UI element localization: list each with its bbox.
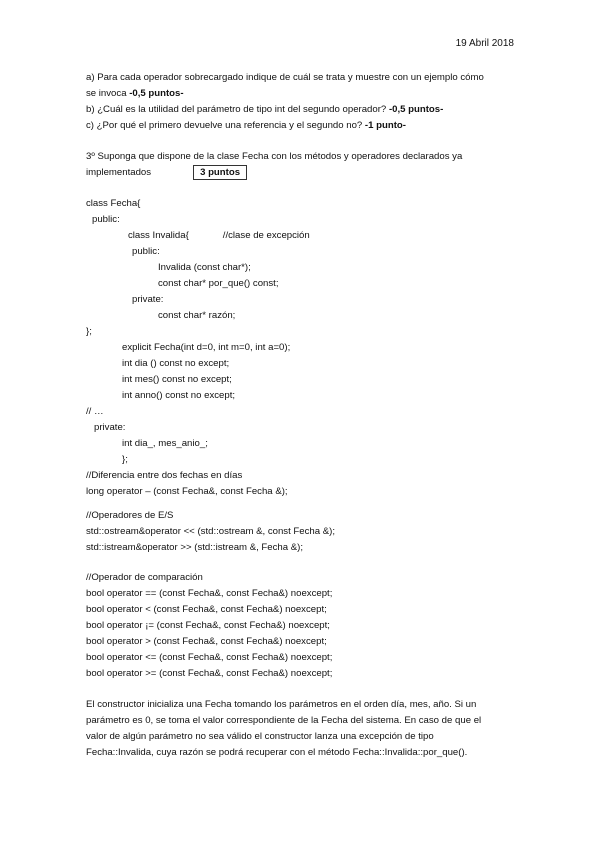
code-line: Invalida (const char*); — [158, 262, 251, 273]
code-line: // … — [86, 406, 104, 417]
code-line: class Fecha{ — [86, 198, 141, 209]
question-b — [86, 102, 526, 118]
code-line: bool operator == (const Fecha&, const Fecha&) noexcept; — [86, 588, 333, 599]
constructor-description — [86, 697, 526, 761]
exercise-3-intro — [86, 149, 526, 181]
code-line: std::istream&operator >> (std::istream &, Fecha &); — [86, 542, 304, 553]
code-line-class-invalida: class Invalida{ — [128, 230, 189, 241]
code-line: int mes() const no except; — [122, 374, 232, 385]
code-line: public: — [92, 214, 120, 225]
code-line: private: — [94, 422, 126, 433]
question-c-text: c) ¿Por qué el primero devuelve una referencia y el segundo no? — [86, 120, 365, 131]
question-b-points: -0,5 puntos- — [388, 104, 444, 115]
question-c — [86, 118, 526, 134]
code-line: int dia () const no except; — [122, 358, 230, 369]
code-line: const char* razón; — [158, 310, 236, 321]
paragraph-line: Fecha::Invalida, cuya razón se podrá recuperar con el método Fecha::Invalida::por_que(). — [86, 747, 468, 758]
code-comment: //Operador de comparación — [86, 572, 203, 583]
code-line: bool operator ¡= (const Fecha&, const Fecha&) noexcept; — [86, 620, 330, 631]
question-a-cont — [86, 86, 526, 102]
io-operators-code — [86, 508, 526, 556]
code-line: private: — [132, 294, 164, 305]
comparison-operators-code — [86, 570, 526, 682]
code-line: long operator – (const Fecha&, const Fecha &); — [86, 486, 288, 497]
code-line: explicit Fecha(int d=0, int m=0, int a=0); — [122, 342, 291, 353]
questions-section — [86, 70, 526, 134]
paragraph-line: parámetro es 0, se toma el valor correspondiente de la Fecha del sistema. En caso de que el — [86, 715, 482, 726]
code-line: bool operator < (const Fecha&, const Fecha&) noexcept; — [86, 604, 327, 615]
question-a-cont-text: se invoca — [86, 88, 130, 99]
class-fecha-code — [86, 196, 526, 500]
exercise-3-intro-line-1: 3º Suponga que dispone de la clase Fecha con los métodos y operadores declarados ya — [86, 151, 463, 162]
document-date: 19 Abril 2018 — [455, 38, 514, 49]
question-a-text: a) Para cada operador sobrecargado indique de cuál se trata y muestre con un ejemplo cómo — [86, 72, 484, 83]
code-line: }; — [122, 454, 128, 465]
exercise-3-intro-line-2 — [86, 165, 526, 181]
code-line: int dia_, mes_anio_; — [122, 438, 208, 449]
question-a-points: -0,5 puntos- — [129, 88, 184, 99]
question-a — [86, 70, 526, 86]
code-line: const char* por_que() const; — [158, 278, 279, 289]
code-line: std::ostream&operator << (std::ostream &, const Fecha &); — [86, 526, 336, 537]
question-c-points: -1 punto- — [364, 120, 406, 131]
code-comment: //Operadores de E/S — [86, 510, 174, 521]
code-line: }; — [86, 326, 92, 337]
code-line: bool operator >= (const Fecha&, const Fecha&) noexcept; — [86, 668, 333, 679]
code-line: int anno() const no except; — [122, 390, 236, 401]
exercise-3-intro-text: implementados — [86, 167, 152, 178]
code-comment: //clase de excepción — [222, 230, 310, 241]
code-line: bool operator > (const Fecha&, const Fecha&) noexcept; — [86, 636, 327, 647]
exercise-3-points-box: 3 puntos — [193, 165, 247, 180]
question-b-text: b) ¿Cuál es la utilidad del parámetro de tipo int del segundo operador? — [86, 104, 389, 115]
code-line: bool operator <= (const Fecha&, const Fecha&) noexcept; — [86, 652, 333, 663]
paragraph-line: El constructor inicializa una Fecha tomando los parámetros en el orden día, mes, año. Si un — [86, 699, 477, 710]
paragraph-line: valor de algún parámetro no sea válido el constructor lanza una excepción de tipo — [86, 731, 434, 742]
code-line: public: — [132, 246, 160, 257]
code-line — [86, 228, 526, 244]
code-comment: //Diferencia entre dos fechas en días — [86, 470, 243, 481]
